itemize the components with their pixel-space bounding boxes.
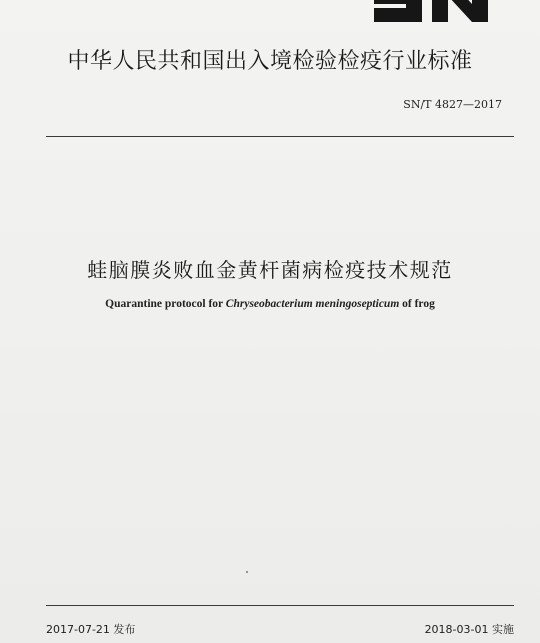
title-en-suffix: of frog	[399, 298, 435, 310]
issuing-body-title: 中华人民共和国出入境检验检疫行业标准	[67, 49, 473, 74]
standard-title-cn: 蛙脑膜炎败血金黄杆菌病检疫技术规范	[87, 258, 453, 282]
issue-date: 2017-07-21 发布	[46, 623, 136, 636]
bottom-divider	[46, 605, 514, 606]
title-en-species: Chryseobacterium meningosepticum	[225, 298, 400, 310]
sn-logo-mark	[372, 0, 490, 22]
effective-date: 2018-03-01 实施	[424, 623, 514, 636]
top-divider	[46, 136, 514, 137]
standard-number: SN/T 4827—2017	[403, 98, 502, 111]
sn-logo	[372, 0, 490, 22]
scan-speck	[246, 571, 248, 573]
title-en-prefix: Quarantine protocol for	[105, 298, 226, 310]
standard-title-en	[0, 298, 540, 310]
